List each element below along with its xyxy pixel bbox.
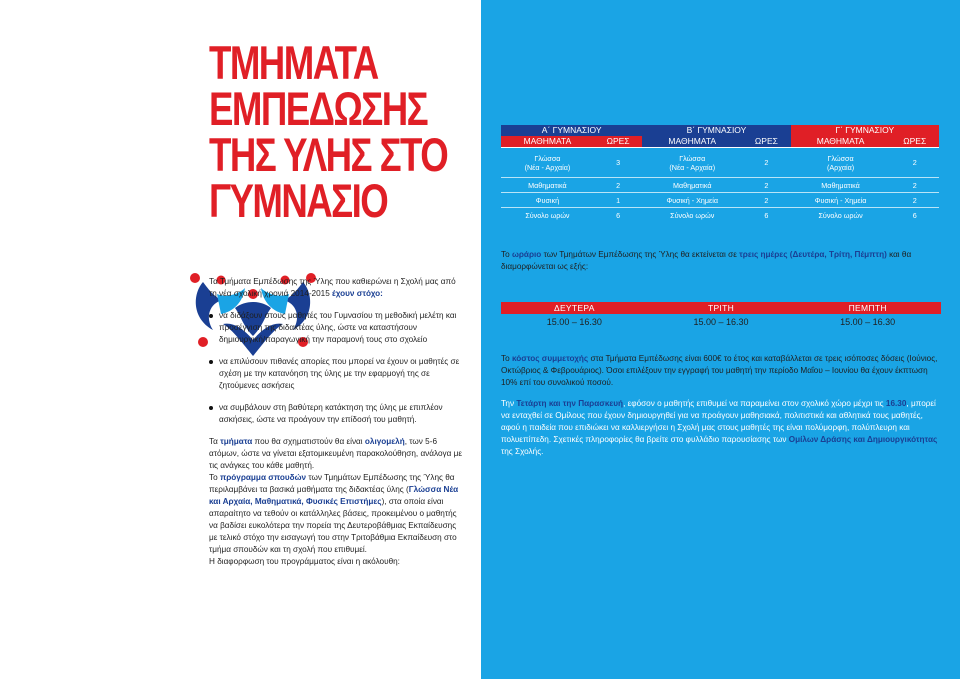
intro-paragraph xyxy=(209,276,465,300)
text-segment: Το xyxy=(501,354,512,363)
col-hours: ΩΡΕΣ xyxy=(742,136,790,148)
cost-paragraph xyxy=(501,353,941,389)
table-cell: 2 xyxy=(891,193,939,208)
text-segment: , μπορεί να ενταχθεί σε Ομίλους που έχουν δημιουργηθεί για να προάγουν μαθησιακά, πολιτιστικά και αθλητικά τους μαθητές, αφού η παιδεία που επιδιώκει να καλλιεργήσει η Σχολή μας στους μαθητές της είναι πολύμορφη, πολύπλευρη και πολυεπίπεδη. Σχετικές πληροφορίες θα βρείτε στο φυλλάδιο παρουσίασης των xyxy=(501,399,936,444)
title-line: ΓΥΜΝΑΣΙΟ xyxy=(209,174,388,227)
text-strong: ωράριο xyxy=(511,250,542,259)
page-title xyxy=(209,36,448,227)
table-row xyxy=(501,208,939,223)
text-segment: και θα διαμορφώνεται ως εξής: xyxy=(501,250,912,271)
text-segment: που θα σχηματιστούν θα είναι xyxy=(252,437,365,446)
day-column xyxy=(794,302,941,330)
day-name: ΤΡΙΤΗ xyxy=(648,302,795,314)
list-item: να επιλύσουν πιθανές απορίες που μπορεί να έχουν οι μαθητές σε σχέση με την κατανόηση της ύλης με την εφαρμογή της σε ζητούμενες ασκήσεις xyxy=(209,356,465,392)
table-cell: Σύνολο ωρών xyxy=(501,208,594,223)
text-strong: πρόγραμμα σπουδών xyxy=(219,473,307,482)
text-segment: , εφόσον ο μαθητής επιθυμεί να παραμείνει στον σχολικό χώρο μέχρι τις xyxy=(623,399,886,408)
title-line: ΤΜΗΜΑΤΑ xyxy=(209,36,378,89)
table-cell: 2 xyxy=(742,193,790,208)
text-strong: τμήματα xyxy=(220,437,253,446)
table-cell: Φυσική - Χημεία xyxy=(642,193,742,208)
table-cell: Γλώσσα (Νέα - Αρχαία) xyxy=(642,148,742,178)
text-segment: των Τμημάτων Εμπέδωσης της Ύλης θα περιλαμβάνει τα βασικά μαθήματα της διδακτέας ύλης ( xyxy=(209,473,455,494)
col-hours: ΩΡΕΣ xyxy=(891,136,939,148)
text-strong: 16.30 xyxy=(885,399,907,408)
table-cell: Μαθηματικά xyxy=(791,178,891,193)
table-row xyxy=(501,193,939,208)
title-line: ΤΗΣ ΥΛΗΣ ΣΤΟ xyxy=(209,128,448,181)
schedule-intro-paragraph xyxy=(501,249,941,273)
text-segment: της Σχολής. xyxy=(501,447,544,456)
groups-paragraph xyxy=(209,436,465,472)
text-segment: , των 5-6 ατόμων, ώστε να γίνεται εξατομικευμένη παρακολούθηση, ανάλογα με τις ανάγκες του κάθε μαθητή. xyxy=(209,437,462,470)
text-strong: Ομίλων Δράσης και Δημιουργικότητας xyxy=(788,435,938,444)
table-cell: 1 xyxy=(594,193,642,208)
table-cell: 2 xyxy=(742,178,790,193)
table-cell: 2 xyxy=(891,148,939,178)
text-segment: Το xyxy=(501,250,512,259)
table-cell: 6 xyxy=(594,208,642,223)
text-segment: στα Τμήματα Εμπέδωσης είναι 600€ το έτος και καταβάλλεται σε τρεις ισόποσες δόσεις (Ιούνιος, Οκτώβριος & Φεβρουάριος). Όσοι επιλέξουν την εγγραφή του μαθητή την περίοδο Μαΐου – Ιουνίου θα έχουν έκπτωση 10% επί του συνολικού ποσού. xyxy=(501,354,938,387)
table-cell: 6 xyxy=(742,208,790,223)
list-item: να διδάξουν στους μαθητές του Γυμνασίου τη μεθοδική μελέτη και προσέγγιση της διδακτέας ύλης, ώστε να καταστήσουν δημιουργική/παραγωγική την παραμονή τους στο σχολείο xyxy=(209,310,465,346)
grade-header: Β΄ ΓΥΜΝΑΣΙΟΥ xyxy=(642,125,790,136)
day-column xyxy=(501,302,648,330)
left-text xyxy=(209,276,465,568)
table-row xyxy=(501,178,939,193)
table-row xyxy=(501,148,939,178)
table-cell: 6 xyxy=(891,208,939,223)
day-column xyxy=(648,302,795,330)
table-cell: Μαθηματικά xyxy=(642,178,742,193)
table-cell: 2 xyxy=(594,178,642,193)
table-header-row xyxy=(501,125,939,136)
day-name: ΔΕΥΤΕΡΑ xyxy=(501,302,648,314)
grade-header: Γ΄ ΓΥΜΝΑΣΙΟΥ xyxy=(791,125,939,136)
text-segment: Τα xyxy=(209,437,221,446)
text-strong: κόστος συμμετοχής xyxy=(511,354,589,363)
text-strong: Γλώσσα Νέα και Αρχαία, Μαθηματικά, Φυσικές Επιστήμες xyxy=(209,485,459,506)
intro-strong: έχουν στόχο: xyxy=(332,289,383,298)
table-subheader-row xyxy=(501,136,939,148)
text-segment: Το xyxy=(209,473,220,482)
day-time: 15.00 – 16.30 xyxy=(546,317,602,327)
col-subject: ΜΑΘΗΜΑΤΑ xyxy=(642,136,742,148)
program-paragraph xyxy=(209,472,465,568)
day-time: 15.00 – 16.30 xyxy=(693,317,749,327)
text-segment: ), στα οποία είναι απαραίτητο να τεθούν οι κατάλληλες βάσεις, προκειμένου ο μαθητής να βαδίσει ευκολότερα την πορεία της Δευτεροβάθμιας Εκπαίδευσης με τελικό στόχο την εισαγωγή του στην Τριτοβάθμια Εκπαίδευση στο τμήμα σπουδών και τη σχολή που επιθυμεί. xyxy=(209,497,457,554)
text-strong: ολιγομελή xyxy=(364,437,405,446)
list-item: να συμβάλουν στη βαθύτερη κατάκτηση της ύλης με επιπλέον ασκήσεις, ώστε να προάγουν την επίδοσή του μαθητή. xyxy=(209,402,465,426)
table-cell: Φυσική xyxy=(501,193,594,208)
table-cell: 2 xyxy=(742,148,790,178)
table-cell: 3 xyxy=(594,148,642,178)
text-strong: Τετάρτη και την Παρασκευή xyxy=(516,399,624,408)
table-cell: Σύνολο ωρών xyxy=(791,208,891,223)
schedule-table xyxy=(501,125,939,223)
table-cell: Φυσική - Χημεία xyxy=(791,193,891,208)
table-cell: 2 xyxy=(891,178,939,193)
col-hours: ΩΡΕΣ xyxy=(594,136,642,148)
title-line: ΕΜΠΕΔΩΣΗΣ xyxy=(209,82,428,135)
table-cell: Σύνολο ωρών xyxy=(642,208,742,223)
day-time: 15.00 – 16.30 xyxy=(840,317,896,327)
grade-header: Α΄ ΓΥΜΝΑΣΙΟΥ xyxy=(501,125,642,136)
col-subject: ΜΑΘΗΜΑΤΑ xyxy=(791,136,891,148)
text-strong: τρεις ημέρες (Δευτέρα, Τρίτη, Πέμπτη) xyxy=(739,250,887,259)
goals-list xyxy=(209,310,465,426)
text-segment: Η διαφορφωση του προγράμματος είναι η ακόλουθη: xyxy=(209,557,400,566)
table-cell: Γλώσσα (Αρχαία) xyxy=(791,148,891,178)
right-page xyxy=(481,0,960,679)
col-subject: ΜΑΘΗΜΑΤΑ xyxy=(501,136,594,148)
day-name: ΠΕΜΠΤΗ xyxy=(794,302,941,314)
text-segment: των Τμημάτων Εμπέδωσης της Ύλης θα εκτείνεται σε xyxy=(541,250,740,259)
text-segment: Την xyxy=(501,399,517,408)
table-cell: Γλώσσα (Νέα - Αρχαία) xyxy=(501,148,594,178)
clubs-paragraph xyxy=(501,398,941,458)
days-table xyxy=(501,302,941,330)
table-cell: Μαθηματικά xyxy=(501,178,594,193)
intro-text: Τα Τμήματα Εμπέδωσης της Ύλης που καθιερώνει η Σχολή μας από τη νέα σχολική χρονιά 2014-2015 xyxy=(209,277,456,298)
